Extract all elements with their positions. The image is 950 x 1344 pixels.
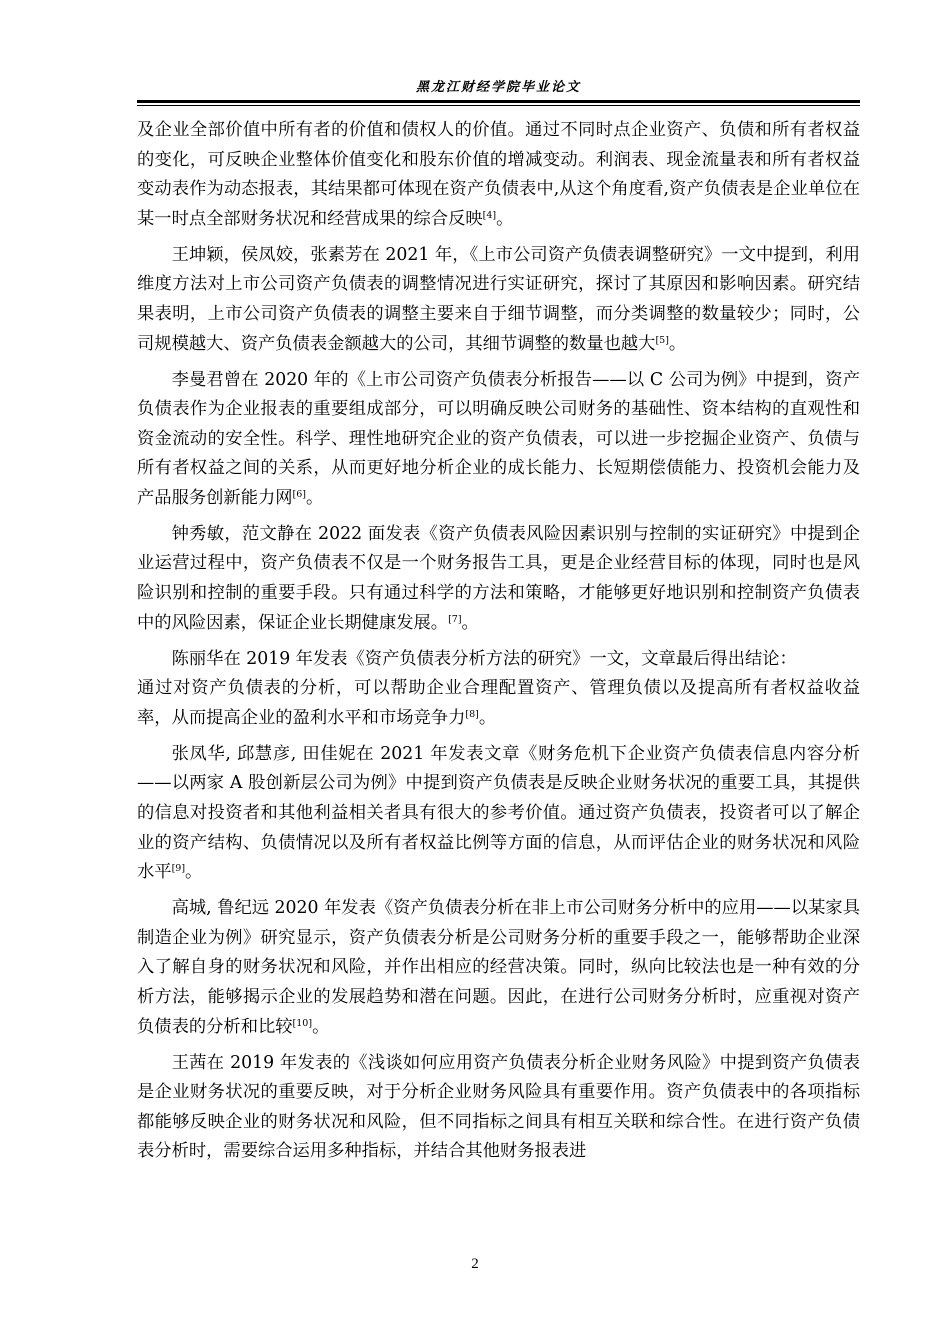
paragraph-tail: 。 (461, 612, 479, 633)
paragraph-text: 王坤颖，侯凤姣，张素芳在 2021 年，《上市公司资产负债表调整研究》一文中提到，利用维度方法对上市公司资产负债表的调整情况进行实证研究，探讨了其原因和影响因素。研究结果表明，上市公司资产负债表的调整主要来自于细节调整，而分类调整的数量较少；同时，公司规模越大、资产负债表金额越大的公司，其细节调整的数量也越大 (137, 244, 860, 354)
paragraph-7 (137, 894, 860, 1042)
page-header (137, 78, 860, 106)
paragraph-4 (137, 520, 860, 638)
paragraph-1 (137, 116, 860, 234)
body-text (137, 116, 860, 1167)
citation-ref: [6] (292, 488, 307, 500)
citation-ref: [9] (171, 863, 186, 875)
paragraph-2 (137, 241, 860, 359)
citation-ref: [7] (448, 613, 462, 625)
paragraph-text: 通过对资产负债表的分析，可以帮助企业合理配置资产、管理负债以及提高所有者权益收益率，从而提高企业的盈利水平和市场竞争力 (137, 678, 860, 728)
paragraph-tail: 。 (306, 487, 324, 508)
header-rule-thin (137, 105, 860, 106)
paragraph-tail: 。 (185, 862, 203, 883)
paragraph-text: 高城, 鲁纪远 2020 年发表《资产负债表分析在非上市公司财务分析中的应用——以某家具制造企业为例》研究显示，资产负债表分析是公司财务分析的重要手段之一，能够帮助企业深入了解自身的财务状况和风险，并作出相应的经营决策。同时，纵向比较法也是一种有效的分析方法，能够揭示企业的发展趋势和潜在问题。因此，在进行公司财务分析时，应重视对资产负债表的分析和比较 (137, 898, 860, 1037)
citation-ref: [4] (482, 209, 497, 221)
header-rule-thick (137, 100, 860, 103)
paragraph-text: 张凤华, 邱慧彦, 田佳妮在 2021 年发表文章《财务危机下企业资产负债表信息内容分析——以两家 A 股创新层公司为例》中提到资产负债表是反映企业财务状况的重要工具，其提供的信息对投资者和其他利益相关者具有很大的参考价值。通过资产负债表，投资者可以了解企业的资产结构、负债情况以及所有者权益比例等方面的信息，从而评估企业的财务状况和风险水平 (137, 743, 860, 883)
paragraph-text: 及企业全部价值中所有者的价值和债权人的价值。通过不同时点企业资产、负债和所有者权益的变化，可反映企业整体价值变化和股东价值的增减变动。利润表、现金流量表和所有者权益变动表作为动态报表，其结果都可体现在资产负债表中,从这个角度看,资产负债表是企业单位在某一时点全部财务状况和经营成果的综合反映 (137, 120, 860, 229)
paragraph-tail: 。 (496, 208, 514, 229)
citation-ref: [10] (292, 1017, 313, 1029)
paragraph-text: 王茜在 2019 年发表的《浅谈如何应用资产负债表分析企业财务风险》中提到资产负债表是企业财务状况的重要反映，对于分析企业财务风险具有重要作用。资产负债表中的各项指标都能够反映企业的财务状况和风险，但不同指标之间具有相互关联和综合性。在进行资产负债表分析时，需要综合运用多种指标，并结合其他财务报表进 (137, 1052, 860, 1162)
paragraph-tail: 。 (312, 1016, 330, 1037)
citation-ref: [5] (655, 334, 669, 346)
header-title: 黑龙江财经学院毕业论文 (415, 80, 581, 95)
citation-ref: [8] (465, 708, 479, 720)
paragraph-8 (137, 1049, 860, 1167)
page-number: 2 (471, 1256, 479, 1272)
paragraph-text: 陈丽华在 2019 年发表《资产负债表分析方法的研究》一文，文章最后得出结论： (171, 648, 797, 669)
paragraph-6 (137, 740, 860, 888)
paragraph-tail: 。 (478, 707, 497, 728)
paragraph-text: 钟秀敏，范文静在 2022 面发表《资产负债表风险因素识别与控制的实证研究》中提到企业运营过程中，资产负债表不仅是一个财务报告工具，更是企业经营目标的体现，同时也是风险识别和控制的重要手段。只有通过科学的方法和策略，才能够更好地识别和控制资产负债表中的风险因素，保证企业长期健康发展。 (137, 523, 860, 633)
paragraph-5 (137, 645, 860, 675)
paragraph-tail: 。 (668, 333, 687, 354)
paragraph-text: 李曼君曾在 2020 年的《上市公司资产负债表分析报告——以 C 公司为例》中提到，资产负债表作为企业报表的重要组成部分，可以明确反映公司财务的基础性、资本结构的直观性和资金流动的安全性。科学、理性地研究企业的资产负债表，可以进一步挖掘企业资产、负债与所有者权益之间的关系，从而更好地分析企业的成长能力、长短期偿债能力、投资机会能力及产品服务创新能力网 (137, 369, 860, 508)
paragraph-5-continued (137, 674, 860, 733)
paragraph-3 (137, 366, 860, 514)
